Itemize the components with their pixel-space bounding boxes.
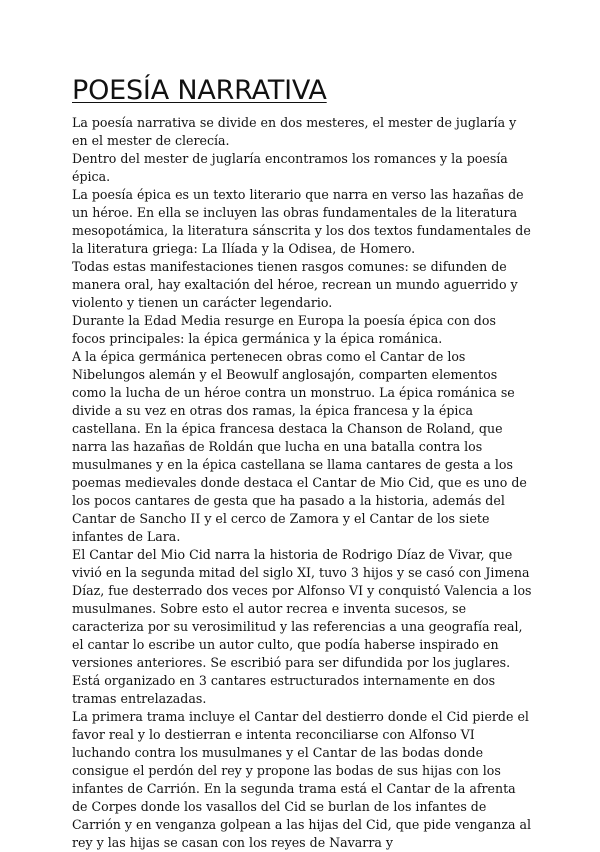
- paragraph-rasgos-comunes: Todas estas manifestaciones tienen rasgos comunes: se difunden de manera oral, hay exaltación del héroe, recrean un mundo aguerrido y violento y tienen un carácter legendario.: [72, 259, 518, 310]
- paragraph-cantar-mio-cid: El Cantar del Mio Cid narra la historia de Rodrigo Díaz de Vivar, que vivió en la segunda mitad del siglo XI, tuvo 3 hijos y se casó con Jimena Díaz, fue desterrado dos veces por Alfonso VI y conquistó Valencia a los musulmanes. Sobre esto el autor recrea e inventa sucesos, se caracteriza por su verosimilitud y las referencias a una geografía real, el cantar lo escribe un autor culto, que podía haberse inspirado en versiones anteriores. Se escribió para ser difundida por los juglares. Está organizado en 3 cantares estructurados internamente en dos tramas entrelazadas.: [72, 547, 532, 706]
- paragraph-mester-juglaria: Dentro del mester de juglaría encontramos los romances y la poesía épica.: [72, 151, 508, 184]
- document-title: POESÍA NARRATIVA: [72, 75, 327, 106]
- document-body: [72, 114, 532, 852]
- paragraph-poesia-epica: La poesía épica es un texto literario que narra en verso las hazañas de un héroe. En ella se incluyen las obras fundamentales de la literatura mesopotámica, la literatura sánscrita y los dos textos fundamentales de la literatura griega: La Ilíada y la Odisea, de Homero.: [72, 187, 531, 256]
- paragraph-edad-media: Durante la Edad Media resurge en Europa la poesía épica con dos focos principales: la épica germánica y la épica románica.: [72, 313, 496, 346]
- paragraph-epica-germanica: A la épica germánica pertenecen obras como el Cantar de los Nibelungos alemán y el Beowulf anglosajón, comparten elementos como la lucha de un héroe contra un monstruo. La épica románica se divide a su vez en otras dos ramas, la épica francesa y la épica castellana. En la épica francesa destaca la Chanson de Roland, que narra las hazañas de Roldán que lucha en una batalla contra los musulmanes y en la épica castellana se llama cantares de gesta a los poemas medievales donde destaca el Cantar de Mio Cid, que es uno de los pocos cantares de gesta que ha pasado a la historia, además del Cantar de Sancho II y el cerco de Zamora y el Cantar de los siete infantes de Lara.: [72, 349, 527, 544]
- paragraph-mesteres: La poesía narrativa se divide en dos mesteres, el mester de juglaría y en el mester de clerecía.: [72, 115, 517, 148]
- paragraph-primera-trama: La primera trama incluye el Cantar del destierro donde el Cid pierde el favor real y lo destierran e intenta reconciliarse con Alfonso VI luchando contra los musulmanes y el Cantar de las bodas donde consigue el perdón del rey y propone las bodas de sus hijas con los infantes de Carrión. En la segunda trama está el Cantar de la afrenta de Corpes donde los vasallos del Cid se burlan de los infantes de Carrión y en venganza golpean a las hijas del Cid, que pide venganza al rey y las hijas se casan con los reyes de Navarra y: [72, 709, 531, 850]
